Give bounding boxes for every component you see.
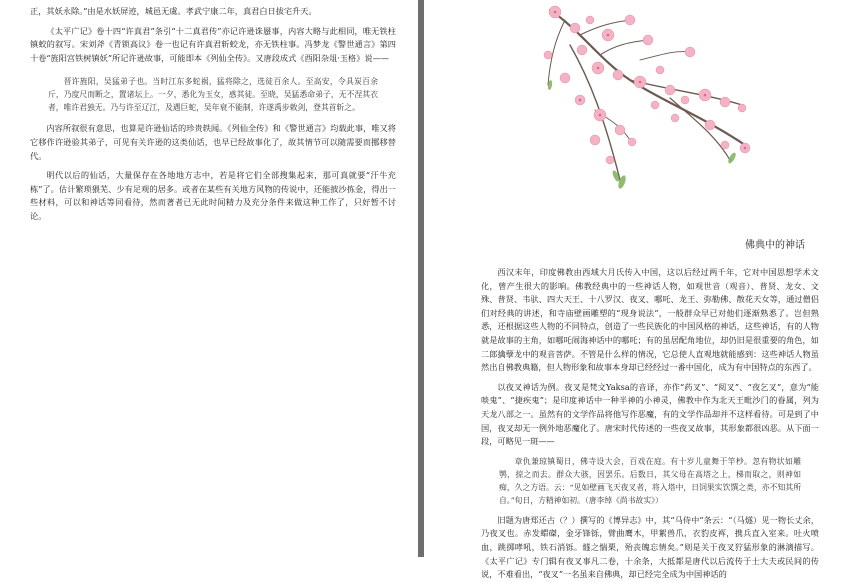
right-body	[481, 266, 819, 582]
left-paragraph-1: 《太平广记》卷十四“许真君”条引“十二真君传”亦记许逊诛蜃事，内容大略与此相同，唯无铁柱镇蛟的叙写。宋刘斧《青锁高议》卷一也记有许真君斩蛟龙，亦无铁柱事。冯梦龙《警世通言》第四十卷“旌阳宫铁树镇妖”所记许逊故事，可能即本《列仙全传》。又唐段成式《酉阳杂俎·玉格》说——	[30, 25, 396, 63]
right-paragraph-2: 旧题为唐郑还古（？）撰写的《博异志》中，其“马侍中”条云：“（马燧）见一物长丈余，乃夜叉也。赤发蝟磔，金牙锋铄，臂曲鹰木，甲絮兽爪，衣豹皮裈，携兵直入室来。吐火喷血，跳掷哮吼，铁石消铄。燧之惴栗，殆丧魄忘情矣。”则是关于夜叉狞猛形象的淋漓描写。《太平广记》专门辑有夜叉事凡二卷，十余条，大抵都是唐代以后流传于士大夫或民间的传说，不难看出，“夜叉”一名虽来自佛典，却已经完全成为中国神话的	[481, 514, 819, 580]
left-page	[0, 0, 418, 557]
left-paragraph-3: 明代以后的仙话，大量保存在各地地方志中，若是将它们全部搜集起来，那可真就要“汗牛充栋”了。估计繁琐猥芜、少有足观的居多。或者在某些有关地方风物的传说中，还能披沙拣金，得出一些材料，可以和神话等同看待，然而著者已无此时间精力及充分条件来做这种工作了，只好暂不讨论。	[30, 170, 396, 221]
left-paragraph-0: 正，其妖永除。”由是水妖屏迹，城邑无虞。孝武宁康二年，真君白日拔宅升天。	[30, 6, 317, 16]
right-paragraph-1: 以夜叉神话为例。夜叉是梵文Yaksa的音译，亦作“药叉”、“阅叉”、“夜乞叉”，意为“能啖鬼”、“捷疾鬼”；是印度神话中一种半神的小神灵，佛教中作为北天王毗沙门的眷属，列为天龙八部之一。虽然有的文学作品将他写作恶魔，有的文学作品却并不这样看待。可是到了中国，夜叉却无一例外地恶魔化了。唐宋时代传述的一些夜叉故事，其形象都很凶恶。从下面一段，可略见一斑——	[481, 381, 819, 447]
blossoms	[544, 6, 750, 164]
right-paragraph-0: 西汉末年，印度佛教由西域大月氏传入中国，这以后经过两千年，它对中国思想学术文化，曾产生很大的影响。佛教经典中的一些神话人物，如观世音（观音）、普贤、龙女、文殊、普贤、韦驮、四大天王、十八罗汉、夜叉、哪吒、龙王、弥勒佛、散花天女等，通过僧侣们对经典的讲述，和寺庙壁画雕塑的“现身说法”，一般群众早已对他们逐渐熟悉了。岂但熟悉，还根据这些人物的不同特点，创造了一些民族化的中国风格的神话，这些神话，有的人物就是故事的主角，如哪吒闹海神话中的哪吒；有的虽居配角地位，却仍旧是很重要的角色，如二郎擒孽龙中的观音菩萨。不管是什么样的情况，它总使人直观地就能感到：这些神话人物虽然出自佛教典籍，但人物形象和故事本身却已经经过一番中国化，成为有中国特点的东西了。	[481, 267, 819, 373]
left-paragraph-2: 内容所叙很有意思，也算是许逊仙话的珍贵轶闻。《列仙全传》和《警世通言》均载此事，唯又将它移作许逊验其弟子，可见有关许逊的这类仙话，也早已经故事化了，故其情节可以随需要而挪移替代。	[30, 123, 396, 161]
left-quote: 晋许旌阳，吴猛弟子也。当时江东多蛇祸，猛将除之，选徒百余人。至高安，令具炭百余斤，乃度尺而断之，置诸坛上。一夕，悉化为玉女，惑其徒。至晓，吴猛悉命弟子，无不涅其衣者，唯许君独无。乃与许至辽江，及遇巨蛇，吴年衰不能制，许遂禹步敕剑，登其首斩之。	[48, 77, 378, 113]
section-title: 佛典中的神话	[745, 240, 805, 251]
plum-blossom-illustration	[520, 0, 840, 200]
right-quote: 章仇兼琼镇蜀日，佛寺设大会，百戏在庭。有十岁儿童舞于竿杪。忽有物状如雕鹗，掠之而去。群众大骇，因罢乐。后数日，其父母在高塔之上，梯而取之，则神如痴，久之方语。云：“见如壁画飞天夜叉者，将入塔中，日饲果实饮馔之类，亦不知其所自。”旬日，方精神如初。（唐李绰《尚书故实》）	[499, 456, 801, 505]
